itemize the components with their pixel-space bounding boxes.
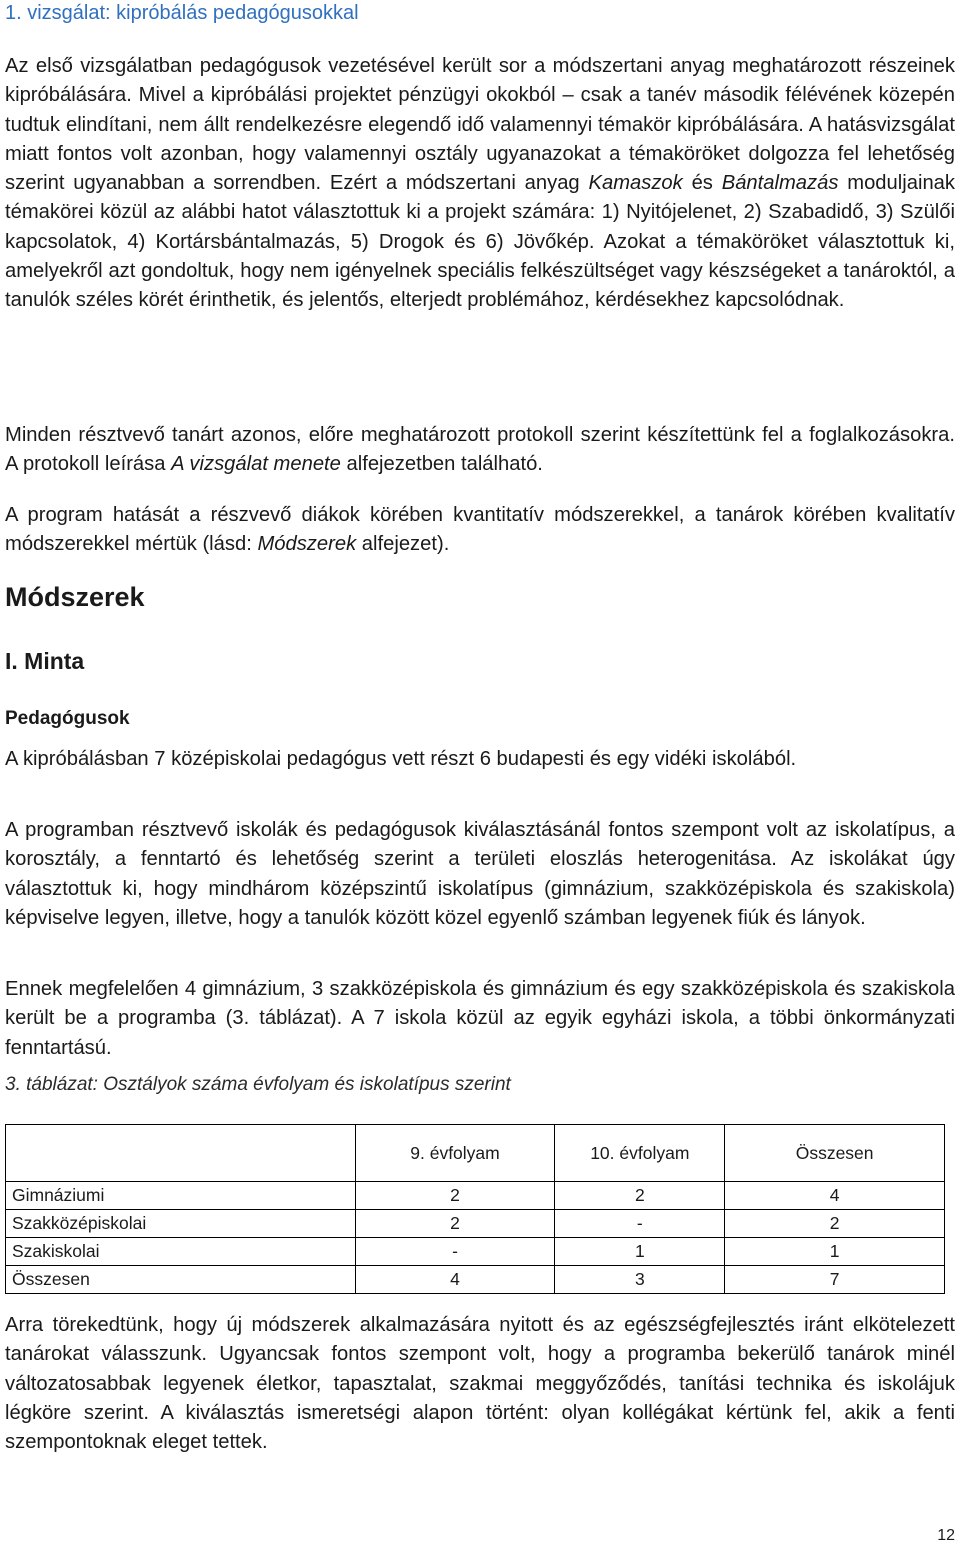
table-cell: 2 bbox=[555, 1182, 725, 1210]
paragraph-protocol bbox=[5, 421, 955, 480]
table-cell: - bbox=[555, 1210, 725, 1238]
table-header-cell: Összesen bbox=[725, 1125, 945, 1182]
table-cell: 1 bbox=[725, 1238, 945, 1266]
paragraph-intro bbox=[5, 52, 955, 316]
row-label: Szakközépiskolai bbox=[6, 1210, 356, 1238]
paragraph-text: A program hatását a részvevő diákok körében kvantitatív módszerekkel, a tanárok körében kvalitatív módszerekkel mértük (lásd: bbox=[5, 504, 955, 556]
table-row bbox=[6, 1210, 945, 1238]
table-row bbox=[6, 1182, 945, 1210]
paragraph-text: moduljainak témakörei közül az alábbi hatot választottuk ki a projekt számára: 1) Nyitójelenet, 2) Szabadidő, 3) Szülői kapcsolatok, 4) Kortársbántalmazás, 5) Drogok és 6) Jövőkép. Azokat a témaköröket választottuk ki, amelyekről azt gondoltuk, hogy nem igényelnek speciális felkészültséget vagy készségeket a tanároktól, a tanulók széles körét érinthetik, és jelentős, elterjedt problémához, kérdésekhez kapcsolódnak. bbox=[5, 172, 955, 312]
paragraph-text: Minden résztvevő tanárt azonos, előre meghatározott protokoll szerint készítettünk fel a foglalkozásokra. A protokoll leírása bbox=[5, 424, 955, 476]
section-heading: 1. vizsgálat: kipróbálás pedagógusokkal bbox=[5, 2, 359, 24]
paragraph-schools: Ennek megfelelően 4 gimnázium, 3 szakközépiskola és gimnázium és egy szakközépiskola és szakiskola került be a programba (3. táblázat). A 7 iskola közül az egyik egyházi iskola, a többi önkormányzati fenntartású. bbox=[5, 978, 955, 1059]
paragraph-methods-ref bbox=[5, 501, 955, 560]
italic-term: Bántalmazás bbox=[721, 172, 839, 195]
italic-term: Kamaszok bbox=[588, 172, 683, 195]
table-cell: 4 bbox=[355, 1266, 555, 1294]
table-cell: 1 bbox=[555, 1238, 725, 1266]
table-header-row bbox=[6, 1125, 945, 1182]
italic-term: A vizsgálat menete bbox=[171, 453, 341, 476]
heading-teachers: Pedagógusok bbox=[5, 708, 130, 729]
classes-table bbox=[5, 1124, 945, 1294]
table-cell: 3 bbox=[555, 1266, 725, 1294]
table-header-cell bbox=[6, 1125, 356, 1182]
table-caption: 3. táblázat: Osztályok száma évfolyam és iskolatípus szerint bbox=[5, 1074, 511, 1095]
heading-sample: I. Minta bbox=[5, 648, 85, 674]
paragraph-text: és bbox=[682, 172, 722, 195]
paragraph-participants: A kipróbálásban 7 középiskolai pedagógus vett részt 6 budapesti és egy vidéki iskolából. bbox=[5, 748, 797, 770]
table-cell: 7 bbox=[725, 1266, 945, 1294]
table-header-cell: 9. évfolyam bbox=[355, 1125, 555, 1182]
row-label: Összesen bbox=[6, 1266, 356, 1294]
paragraph-text: alfejezetben található. bbox=[340, 453, 543, 476]
table-row bbox=[6, 1266, 945, 1294]
table-cell: 4 bbox=[725, 1182, 945, 1210]
table-cell: - bbox=[355, 1238, 555, 1266]
paragraph-text: alfejezet). bbox=[356, 533, 450, 556]
italic-term: Módszerek bbox=[257, 533, 357, 556]
table-cell: 2 bbox=[725, 1210, 945, 1238]
page-number: 12 bbox=[937, 1527, 955, 1544]
paragraph-selection: A programban résztvevő iskolák és pedagógusok kiválasztásánál fontos szempont volt az iskolatípus, a korosztály, a fenntartó és lehetőség szerint a területi eloszlás heterogenitása. Az iskolákat úgy választottuk ki, hogy mindhárom középszintű iskolatípus (gimnázium, szakközépiskola és szakiskola) képviselve legyen, illetve, hogy a tanulók között közel egyenlő számban legyenek fiúk és lányok. bbox=[5, 819, 955, 929]
table-header-cell: 10. évfolyam bbox=[555, 1125, 725, 1182]
row-label: Gimnáziumi bbox=[6, 1182, 356, 1210]
heading-methods: Módszerek bbox=[5, 582, 145, 612]
paragraph-teacher-criteria: Arra törekedtünk, hogy új módszerek alkalmazására nyitott és az egészségfejlesztés iránt elkötelezett tanárokat válasszunk. Ugyancsak fontos szempont volt, hogy a programba bekerülő tanárok minél változatosabbak legyenek életkor, tapasztalat, szakmai meggyőződés, tanítási technika és iskolájuk légköre szerint. A kiválasztás ismeretségi alapon történt: olyan kollégákat kértünk fel, akik a fenti szempontoknak eleget tettek. bbox=[5, 1314, 955, 1454]
paragraph-text: Az első vizsgálatban pedagógusok vezetésével került sor a módszertani anyag meghatározott részeinek kipróbálására. Mivel a kipróbálási projektet pénzügyi okokból – csak a tanév második félévének közepén tudtuk elindítani, nem állt rendelkezésre elegendő idő valamennyi témakör kipróbálására. A hatásvizsgálat miatt fontos volt azonban, hogy valamennyi osztály ugyanazokat a témaköröket dolgozza fel lehetőség szerint ugyanabban a sorrendben. Ezért a módszertani anyag bbox=[5, 55, 955, 195]
table-row bbox=[6, 1238, 945, 1266]
table-cell: 2 bbox=[355, 1210, 555, 1238]
table-cell: 2 bbox=[355, 1182, 555, 1210]
row-label: Szakiskolai bbox=[6, 1238, 356, 1266]
